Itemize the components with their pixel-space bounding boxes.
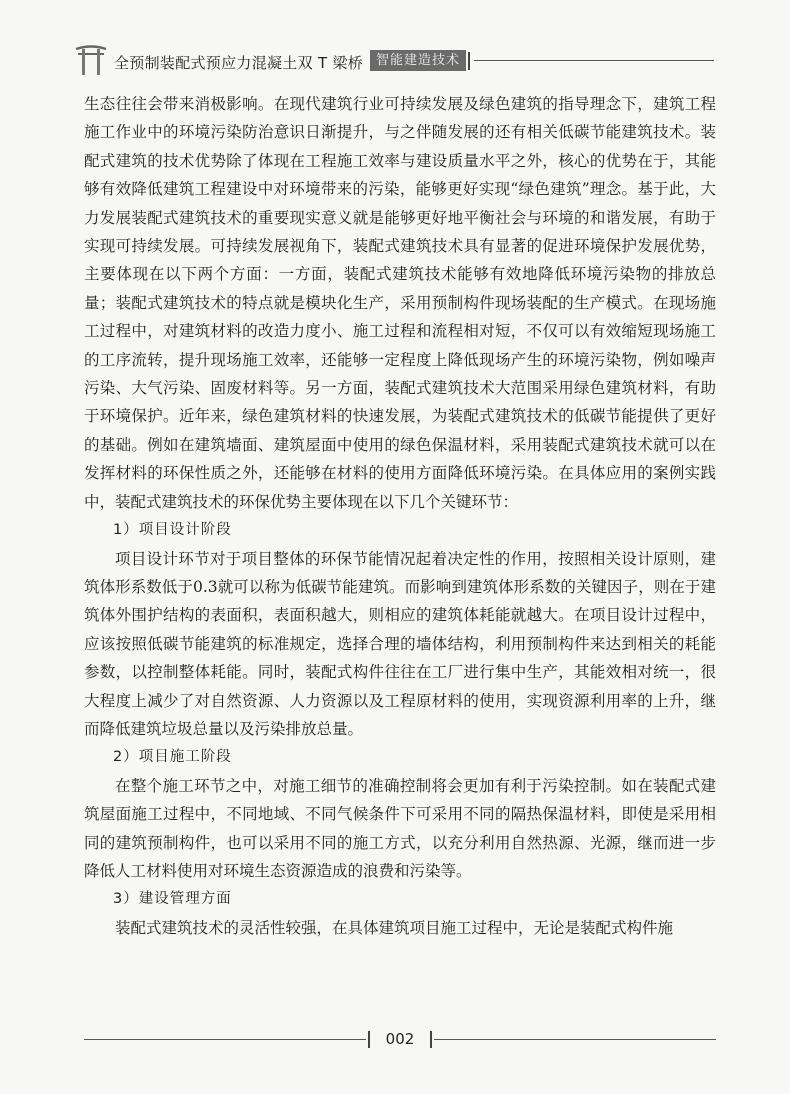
paragraph: 生态往往会带来消极影响。在现代建筑行业可持续发展及绿色建筑的指导理念下，建筑工程施工作业中的环境污染防治意识日渐提升，与之伴随发展的还有相关低碳节能建筑技术。装配式建筑的技术优势除了体现在工程施工效率与建设质量水平之外，核心的优势在于，其能够有效降低建筑工程建设中对环境带来的污染，能够更好实现“绿色建筑”理念。基于此，大力发展装配式建筑技术的重要现实意义就是能够更好地平衡社会与环境的和谐发展，有助于实现可持续发展。可持续发展视角下，装配式建筑技术具有显著的促进环境保护发展优势，主要体现在以下两个方面：一方面，装配式建筑技术能够有效地降低环境污染物的排放总量；装配式建筑技术的特点就是模块化生产，采用预制构件现场装配的生产模式。在现场施工过程中，对建筑材料的改造力度小、施工过程和流程相对短，不仅可以有效缩短现场施工的工序流转，提升现场施工效率，还能够一定程度上降低现场产生的环境污染物，例如噪声污染、大气污染、固废材料等。另一方面，装配式建筑技术大范围采用绿色建筑材料，有助于环境保护。近年来，绿色建筑材料的快速发展，为装配式建筑技术的低碳节能提供了更好的基础。例如在建筑墙面、建筑屋面中使用的绿色保温材料，采用装配式建筑技术就可以在发挥材料的环保性质之外，还能够在材料的使用方面降低环境污染。在具体应用的案例实践中，装配式建筑技术的环保优势主要体现在以下几个关键环节： [84,95,716,511]
page-footer [84,1028,716,1052]
paragraph: 装配式建筑技术的灵活性较强，在具体建筑项目施工过程中，无论是装配式构件施 [115,918,674,937]
section-heading: 3）建设管理方面 [113,891,232,908]
header-rule [474,60,714,61]
page-number: 002 [385,1030,415,1048]
paragraph: 在整个施工环节之中，对施工细节的准确控制将会更加有利于污染控制。如在装配式建筑屋面施工过程中，不同地域、不同气候条件下可采用不同的隔热保温材料，即使是采用相同的建筑预制构件，也可以采用不同的施工方式，以充分利用自然热源、光源，继而进一步降低人工材料使用对环境生态资源造成的浪费和污染等。 [84,776,716,880]
gate-icon [74,42,108,76]
footer-rule-right [434,1039,716,1040]
running-header [74,42,714,78]
footer-rule-left [84,1039,366,1040]
header-divider [468,52,470,70]
paragraph: 项目设计环节对于项目整体的环保节能情况起着决定性的作用，按照相关设计原则，建筑体形系数低于0.3就可以称为低碳节能建筑。而影响到建筑体形系数的关键因子，则在于建筑体外围护结构的表面积，表面积越大，则相应的建筑体耗能就越大。在项目设计过程中，应该按照低碳节能建筑的标准规定，选择合理的墙体结构，利用预制构件来达到相关的耗能参数，以控制整体耗能。同时，装配式构件往往在工厂进行集中生产，其能效相对统一，很大程度上减少了对自然资源、人力资源以及工程原材料的使用，实现资源利用率的上升，继而降低建筑垃圾总量以及污染排放总量。 [84,549,716,738]
section-heading: 2）项目施工阶段 [113,749,232,766]
page-body [84,90,716,942]
footer-divider-left [368,1031,370,1048]
section-heading: 1）项目设计阶段 [113,522,232,539]
footer-divider-right [430,1031,432,1048]
book-title: 全预制装配式预应力混凝土双 T 梁桥 [114,54,364,72]
section-badge: 智能建造技术 [370,50,466,71]
